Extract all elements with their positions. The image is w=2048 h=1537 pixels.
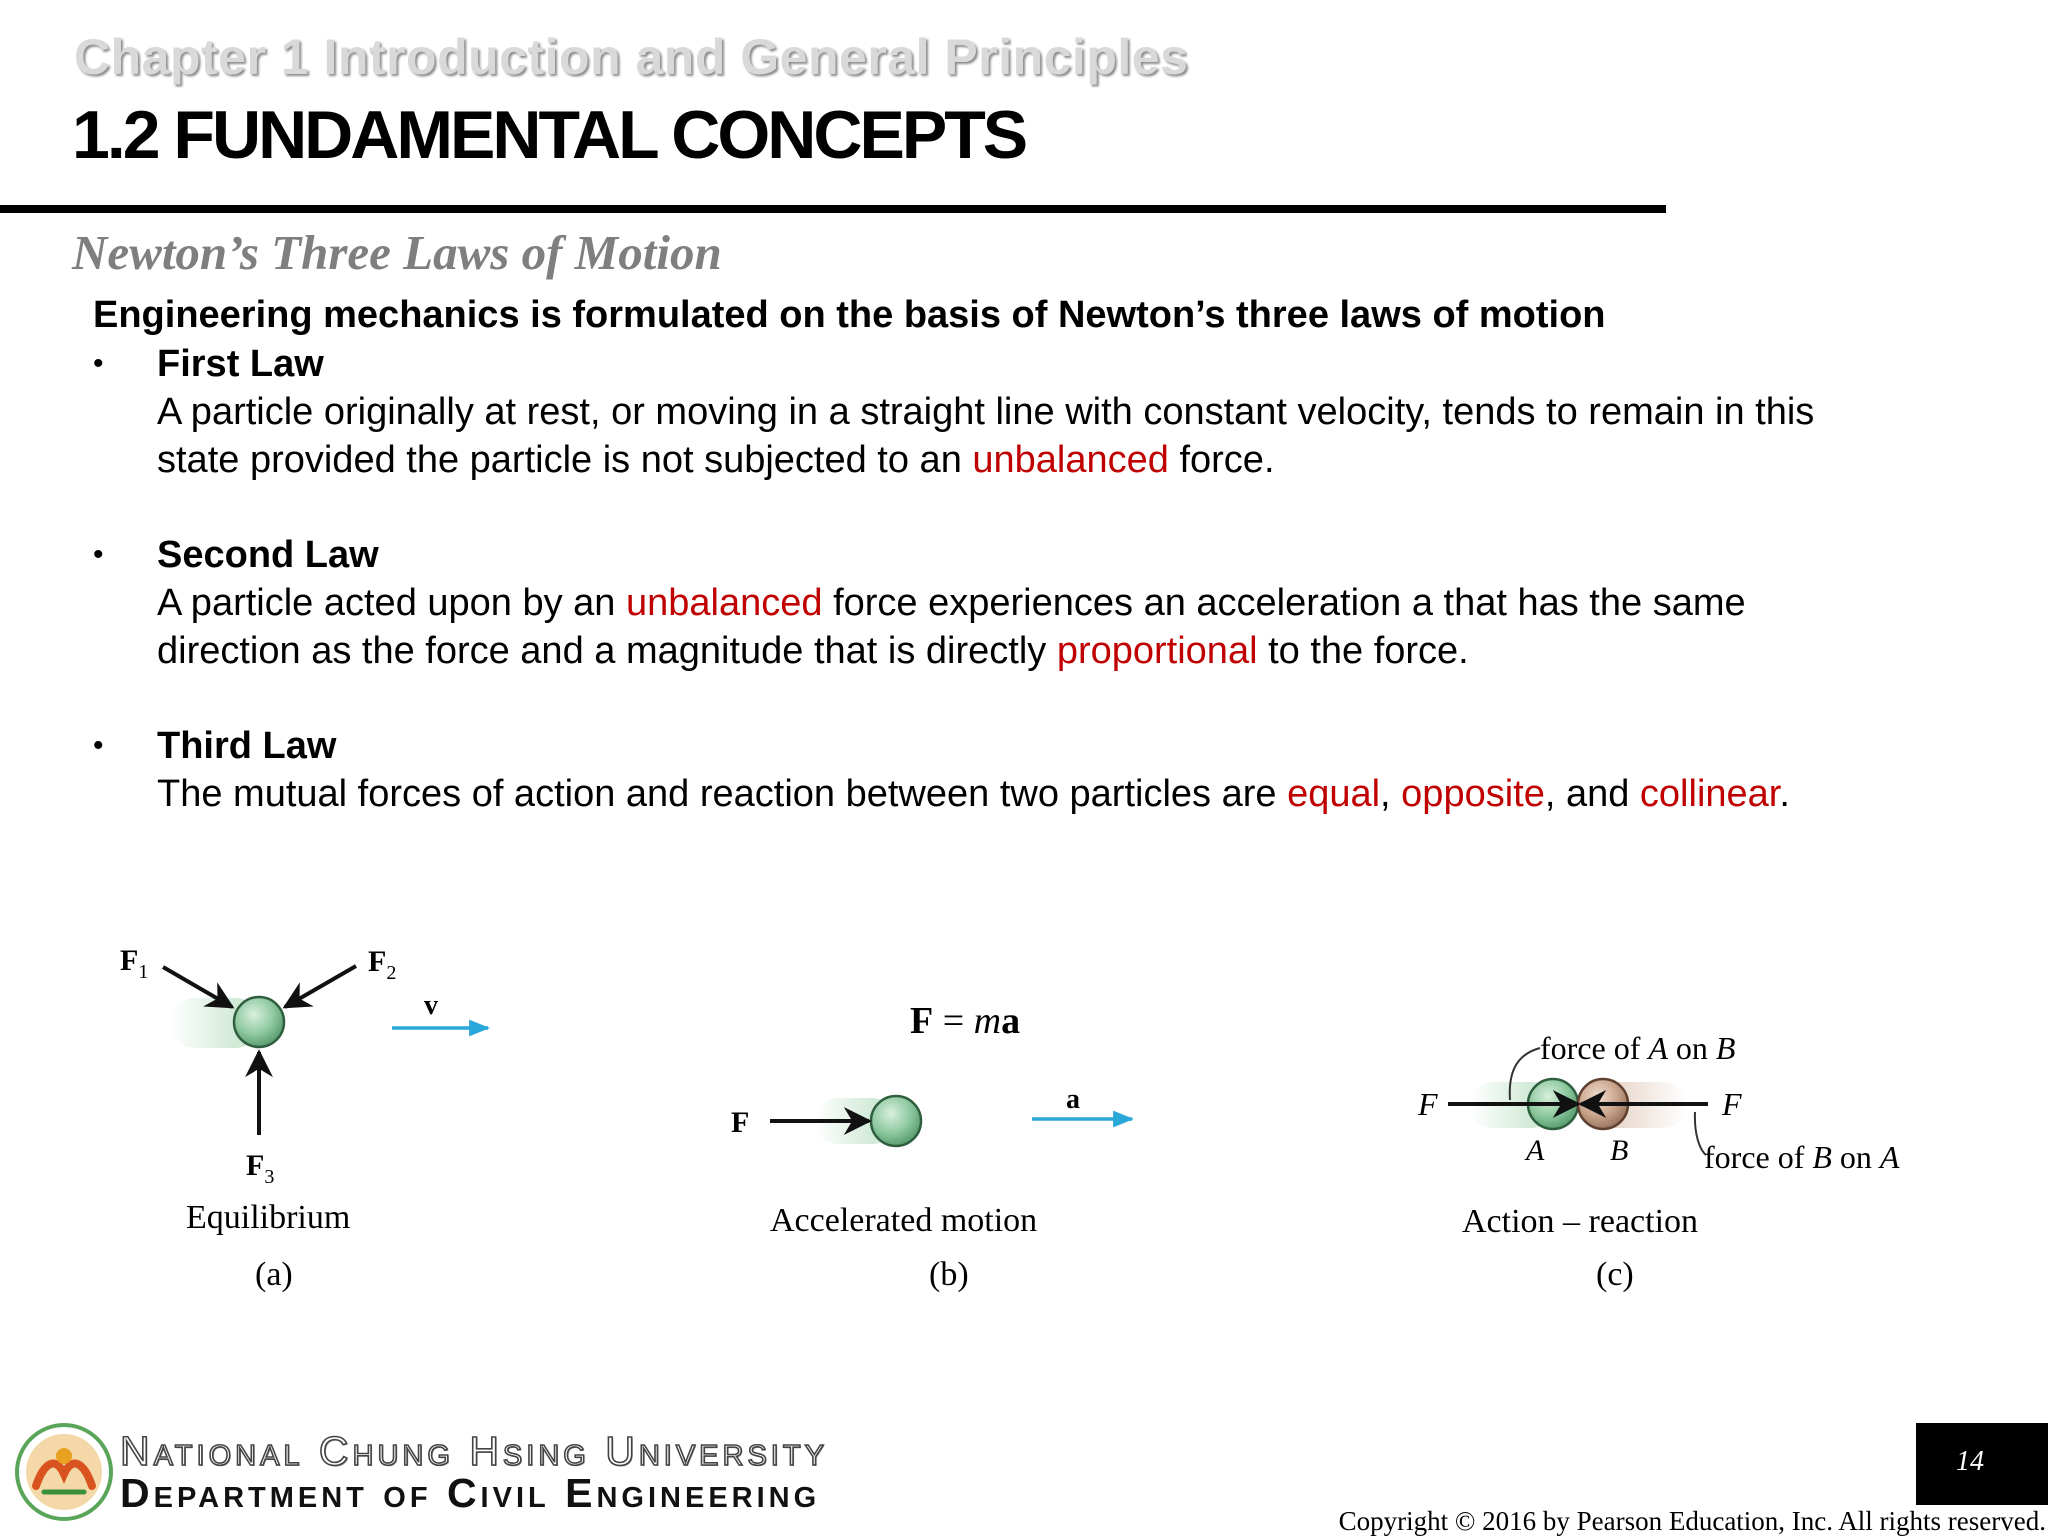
law-title: Third Law — [157, 725, 337, 767]
particle-a-label: A — [1526, 1134, 1545, 1167]
bullet: • — [93, 347, 104, 380]
text-run: force. — [1168, 439, 1275, 481]
figure-c-action-reaction — [1417, 1030, 1900, 1293]
annotation-force-a-on-b: force of A on B — [1540, 1030, 1736, 1066]
highlight-term: opposite — [1401, 773, 1545, 815]
velocity-label: v — [424, 990, 438, 1021]
figure-caption: Equilibrium — [186, 1199, 351, 1236]
figure-label: (a) — [255, 1256, 293, 1293]
text-run: A particle originally at rest, or moving in a straight line with constant velocity, tends to remain in this — [157, 391, 1815, 433]
force-right-label: F — [1722, 1086, 1742, 1122]
particle-b-label: B — [1610, 1134, 1629, 1167]
force-left-label: F — [1418, 1086, 1438, 1122]
text-run: direction as the force and a magnitude that is directly — [157, 630, 1057, 672]
page-number: 14 — [1956, 1446, 1984, 1477]
slide-subtitle: Newton’s Three Laws of Motion — [72, 225, 722, 280]
text-run: The mutual forces of action and reaction between two particles are — [157, 773, 1288, 815]
text-run: , and — [1544, 773, 1640, 815]
figure-label: (c) — [1596, 1256, 1634, 1293]
law-text-line — [93, 627, 2023, 675]
highlight-term: proportional — [1056, 630, 1258, 672]
text-run: force experiences an acceleration a that has the same — [822, 582, 1746, 624]
text-run: . — [1779, 773, 1790, 815]
f3-label: $F_3$ — [246, 1149, 275, 1188]
intro-text: Engineering mechanics is formulated on the basis of Newton’s three laws of motion — [93, 294, 1606, 336]
highlight-term: unbalanced — [626, 582, 823, 624]
text-run: , — [1380, 773, 1402, 815]
university-logo — [14, 1422, 114, 1522]
department-name: Department of Civil Engineering — [120, 1470, 821, 1516]
figure-caption: Action – reaction — [1462, 1203, 1699, 1240]
law-text-line — [93, 579, 2023, 627]
acceleration-label: a — [1066, 1084, 1080, 1115]
header-divider — [0, 205, 1666, 213]
highlight-term: equal — [1287, 773, 1381, 815]
law-text-line — [93, 388, 2023, 436]
law-second — [93, 531, 2023, 675]
figure-label: (b) — [929, 1256, 969, 1293]
annotation-force-b-on-a: force of B on A — [1704, 1139, 1900, 1175]
figure-b-accelerated-motion — [731, 1000, 1132, 1293]
university-name: National Chung Hsing University — [120, 1428, 828, 1474]
figure-caption: Accelerated motion — [770, 1202, 1038, 1239]
f1-label: $F_1$ — [120, 944, 149, 983]
force-label: F — [731, 1106, 750, 1139]
text-run: A particle acted upon by an — [157, 582, 626, 624]
figure-a-equilibrium — [120, 944, 488, 1293]
bullet: • — [93, 729, 104, 762]
law-first — [93, 340, 2023, 484]
law-text-line — [93, 436, 2023, 484]
highlight-term: collinear — [1639, 773, 1780, 815]
law-third — [93, 722, 2023, 818]
law-title: First Law — [157, 343, 324, 385]
text-run: state provided the particle is not subjected to an — [157, 439, 973, 481]
law-text-line — [93, 770, 2023, 818]
law-title: Second Law — [157, 534, 379, 576]
chapter-heading: Chapter 1 Introduction and General Principles — [74, 29, 1189, 85]
bullet: • — [93, 538, 104, 571]
particle — [871, 1096, 921, 1146]
section-title: 1.2 FUNDAMENTAL CONCEPTS — [72, 97, 1026, 173]
f2-label: $F_2$ — [368, 945, 397, 984]
highlight-term: unbalanced — [972, 439, 1169, 481]
force-arrow-f2 — [285, 966, 356, 1007]
particle — [234, 997, 284, 1047]
newton-laws-figures — [0, 900, 2048, 1320]
equation: F = ma — [910, 1000, 1021, 1042]
text-run: to the force. — [1257, 630, 1469, 672]
copyright-notice: Copyright © 2016 by Pearson Education, Inc. All rights reserved. — [1338, 1506, 2046, 1536]
